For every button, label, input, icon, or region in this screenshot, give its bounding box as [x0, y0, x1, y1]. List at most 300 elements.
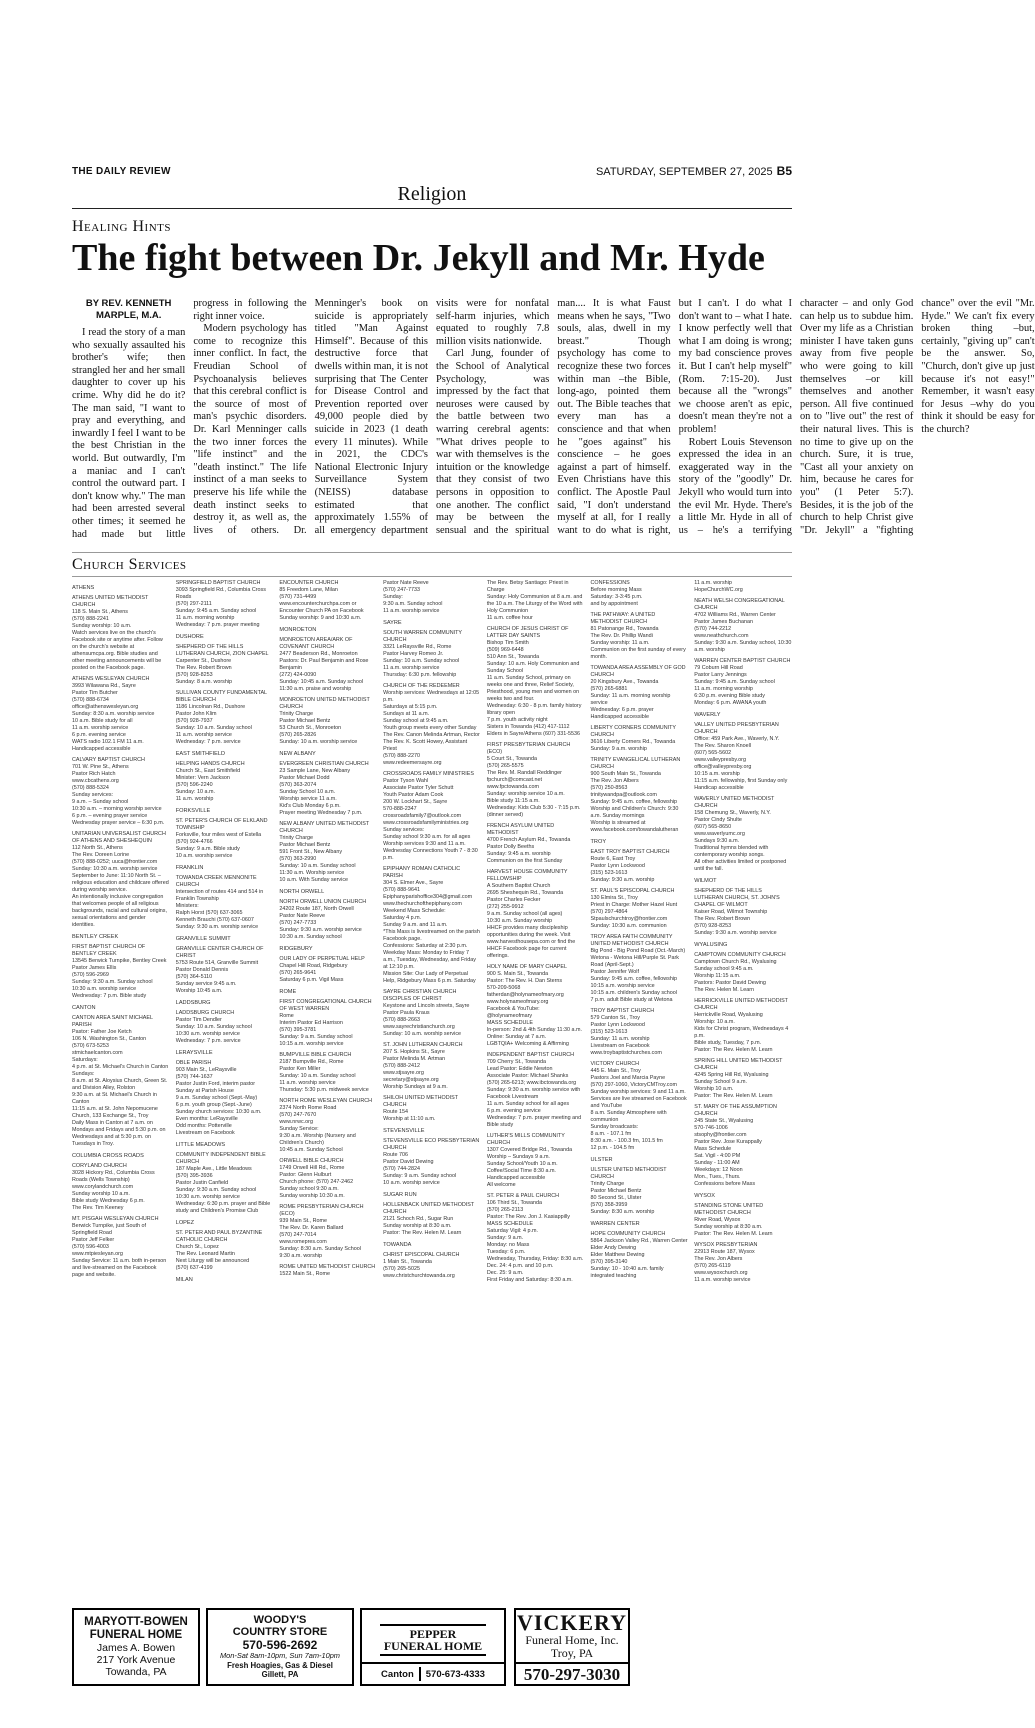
church-detail: 6 p.m. youth group (Sept.-June) — [175, 1102, 252, 1108]
church-detail: www.neathchurch.com — [694, 633, 749, 639]
church-detail: Livestream on Facebook — [175, 1130, 235, 1136]
church-detail: Saturday: 3-3:45 p.m. — [590, 594, 643, 600]
church-detail: Sunday worship services: 9 and 11 a.m. — [590, 1089, 686, 1095]
town-heading: WILMOT — [694, 878, 717, 884]
church-detail: 2187 Bumpville Rd., Rome — [279, 1059, 344, 1065]
ad-name: COUNTRY STORE — [232, 1626, 328, 1638]
ad-tagline: Funeral Home, Inc. — [525, 1633, 619, 1647]
ad-phone: 570-297-3030 — [516, 1662, 628, 1686]
church-detail: (570) 363-2990 — [279, 856, 317, 862]
church-detail: Worship services: Wednesdays at 12:05 p.m. — [383, 690, 480, 703]
church-detail: Before morning Mass — [590, 587, 642, 593]
town-heading: FORKSVILLE — [175, 808, 211, 814]
church-detail: Sunday worship: 11 a.m. — [590, 640, 650, 646]
church-detail: Sunday worship at 8:30 a.m. — [383, 1223, 452, 1229]
church-detail: Priest in Charge: Mother Hazel Hunt — [590, 902, 678, 908]
church-detail: Sunday: 10 a.m. — [175, 789, 215, 795]
ad-name — [380, 1624, 486, 1656]
ad-city: Troy, PA — [550, 1646, 594, 1660]
church-name: ROME PRESBYTERIAN CHURCH (ECO) — [279, 1204, 364, 1217]
church-detail: Saturday Vigil: 4 p.m. — [486, 1228, 538, 1234]
church-listing — [383, 771, 481, 862]
church-detail: Sunday: 10 a.m. Sunday school — [175, 725, 252, 731]
church-detail: Sunday worship: 10 a.m. — [72, 623, 132, 629]
church-detail: Pastor James Buchanan — [694, 619, 753, 625]
church-detail: Elder Matthew Dewing — [590, 1252, 645, 1258]
church-detail: Wednesday: 6 p.m. prayer — [590, 707, 654, 713]
ad-pepper[interactable] — [360, 1608, 506, 1686]
church-detail: 22913 Route 187, Wysox — [694, 1249, 755, 1255]
church-detail: 8 a.m. Sunday Atmosphere with communion — [590, 1110, 667, 1123]
church-name: ST. MARY OF THE ASSUMPTION CHURCH — [694, 1104, 777, 1117]
church-name: SPRINGFIELD BAPTIST CHURCH — [175, 580, 261, 586]
page-number: B5 — [776, 164, 792, 178]
church-name: HELPING HANDS CHURCH — [175, 761, 245, 767]
church-detail: 579 Canton St., Troy — [590, 1015, 640, 1021]
church-detail: Next Liturgy will be announced — [175, 1258, 250, 1264]
church-name: CANTON AREA SAINT MICHAEL PARISH — [72, 1015, 153, 1028]
church-name: CALVARY BAPTIST CHURCH — [72, 757, 145, 763]
church-detail: 570-746-1006 — [694, 1125, 728, 1131]
church-detail: Bishop Tim Smith — [486, 640, 529, 646]
church-name: NEATH WELSH CONGREGATIONAL CHURCH — [694, 598, 785, 611]
church-detail: MASS SCHEDULE — [486, 1221, 533, 1227]
church-detail: Saturday 4 p.m. — [383, 915, 422, 921]
ad-person: James A. Bowen — [96, 1642, 176, 1654]
church-detail: www.encounterchurchpa.com or Encounter Church PA on Facebook — [279, 601, 364, 614]
church-detail: Wednesday, Thursday, Friday: 8:30 a.m. — [486, 1256, 584, 1262]
church-detail: Youth Pastor Adam Cook — [383, 792, 444, 798]
church-listing — [487, 742, 585, 819]
church-name: SAYRE CHRISTIAN CHURCH DISCIPLES OF CHRIST — [383, 989, 457, 1002]
church-detail: (570) 673-5253 — [72, 1043, 109, 1049]
church-detail: 10:15 a.m. worship service — [279, 1041, 344, 1047]
ad-logo-area — [362, 1610, 504, 1662]
church-detail: Worship 10 a.m. — [694, 1086, 734, 1092]
church-detail: Watch services live on the church's Facebook site or anytime after. Follow on the church's website at athensumcpa.org. Bible studies and other meeting announcements will be posted on the Facebook page. — [72, 630, 163, 671]
church-detail: (570) 888-2663 — [383, 1017, 420, 1023]
church-listing — [383, 1138, 481, 1187]
church-detail: Pastor Tim Dendler — [175, 1017, 222, 1023]
church-detail: Sunday school 9:45 a.m. — [694, 966, 754, 972]
town-heading: MILAN — [175, 1277, 193, 1283]
church-detail: Pastor Rev. Jose Kurappally — [694, 1139, 762, 1145]
church-detail: Sunday: 9:30 a.m. Sunday school — [175, 1187, 257, 1193]
church-detail: 23 Sample Lane, New Albany — [279, 768, 351, 774]
church-detail: 1 Main St., Towanda — [383, 1259, 432, 1265]
church-detail: 10:15 a.m. children's Sunday school — [590, 990, 677, 996]
church-detail: fpchurch@comcast.net — [486, 777, 543, 783]
church-detail: Forksville, four miles west of Estella — [175, 832, 262, 838]
church-name: COMMUNITY INDEPENDENT BIBLE CHURCH — [175, 1152, 266, 1165]
church-detail: 13545 Berwick Turnpike, Bentley Creek — [72, 958, 167, 964]
church-detail: Sunday: 10:30 a.m. worship service — [72, 866, 158, 872]
church-detail: Sunday: 8:30 a.m. worship service — [72, 711, 155, 717]
church-detail: Ministers: — [175, 903, 199, 909]
church-detail: Pastor: The Rev. Jon J. Kasiappilly — [486, 1214, 570, 1220]
church-listing — [72, 944, 170, 1000]
church-detail: Thursday: 6:30 p.m. fellowship — [383, 672, 457, 678]
church-detail: Sunday: 10 a.m. worship service — [383, 1031, 462, 1037]
church-detail: Sunday: 9:30 a.m. worship — [590, 877, 655, 883]
church-detail: Pastor: Father Joe Ketch — [72, 1029, 132, 1035]
church-listing — [591, 1167, 689, 1216]
church-listing — [487, 964, 585, 1048]
church-detail: (570) 363-2074 — [279, 782, 317, 788]
church-detail: (570) 928-8253 — [694, 923, 732, 929]
church-detail: Coffee/Social Time 8:30 a.m. — [486, 1168, 556, 1174]
church-detail: fatherdan@holynameofmary.org — [486, 992, 564, 998]
church-detail: Sunday: 9:45 a.m. worship — [486, 851, 551, 857]
church-detail: Online: Sunday at 7 a.m. — [486, 1034, 547, 1040]
church-detail: Kenneth Brauchi (570) 637-0607 — [175, 917, 254, 923]
church-name: UNITARIAN UNIVERSALIST CHURCH OF ATHENS AND SHESHEQUIN — [72, 831, 166, 844]
church-detail: (570) 395-3781 — [279, 1027, 317, 1033]
church-detail: (570) 744-1637 — [175, 1074, 213, 1080]
church-listing — [176, 644, 274, 686]
church-name: SHILOH UNITED METHODIST CHURCH — [383, 1095, 458, 1108]
church-name: ATHENS WESLEYAN CHURCH — [72, 676, 150, 682]
church-name: SHEPHERD OF THE HILLS LUTHERAN CHURCH, ZION CHAPEL — [175, 644, 269, 657]
church-name: TOWANDA AREA ASSEMBLY OF GOD CHURCH — [590, 665, 686, 678]
church-detail: All other activities limited or postponed until the fall. — [694, 859, 787, 872]
church-detail: 130 Elmira St., Troy — [590, 895, 638, 901]
church-name: HARVEST HOUSE COMMUNITY FELLOWSHIP — [486, 869, 568, 882]
church-name: FRENCH ASYLUM UNITED METHODIST — [486, 823, 555, 836]
ad-address: 217 York Avenue — [96, 1654, 176, 1666]
church-detail: 3321 LeRaysville Rd., Rome — [383, 644, 452, 650]
church-detail: Pastor Jennifer Wolf — [590, 969, 639, 975]
church-detail: Worship services 9:30 and 11 a.m. — [383, 841, 466, 847]
church-detail: 11 a.m. worship — [175, 796, 214, 802]
church-listing — [72, 1163, 170, 1212]
church-listing — [279, 999, 377, 1048]
church-name: OUR LADY OF PERPETUAL HELP — [279, 956, 365, 962]
church-detail: (607) 565-8650 — [694, 824, 732, 830]
church-detail: Sunday: 9 a.m. Sunday school — [383, 1173, 457, 1179]
byline: BY REV. KENNETH MARPLE, M.A. — [85, 298, 172, 321]
church-name: TROY AREA FAITH COMMUNITY UNITED METHODIST CHURCH — [590, 934, 673, 947]
church-detail: 81 Patonange Rd., Towanda — [590, 626, 659, 632]
church-detail: Sunday worship 10:30 a.m. — [279, 1193, 345, 1199]
church-detail: 11 a.m. worship service — [279, 1080, 336, 1086]
church-detail: WATS radio 102.1 FM 11 a.m. — [72, 739, 144, 745]
town-heading: SUGAR RUN — [383, 1192, 417, 1198]
church-detail: 7 p.m. adult Bible study at Wetona — [590, 997, 673, 1003]
church-detail: www.troybaptistchurches.com — [590, 1050, 662, 1056]
church-detail: 11:15 a.m. at St. John Nepomucene Church, 133 Exchange St., Troy — [72, 1106, 158, 1119]
town-heading: WYALUSING — [694, 942, 728, 948]
church-detail: Sunday school at 9:45 a.m. — [383, 718, 449, 724]
town-heading: BENTLEY CREEK — [72, 934, 119, 940]
church-listing — [591, 934, 689, 1004]
church-detail: 1186 Lincolnan Rd., Dushore — [175, 704, 246, 710]
church-detail: 939 Main St., Rome — [279, 1218, 328, 1224]
church-detail: (570) 297-4864 — [590, 909, 628, 915]
ad-phone: 570-673-4333 — [425, 1669, 485, 1680]
church-listing — [694, 1242, 792, 1284]
church-detail: Worship: 10 a.m. — [694, 1019, 735, 1025]
church-detail: Wednesday: 7 p.m. prayer meeting — [175, 622, 260, 628]
church-name: THE PATHWAY: A UNITED METHODIST CHURCH — [590, 612, 656, 625]
church-detail: 4700 French Asylum Rd., Towanda — [486, 837, 571, 843]
church-name: TROY BAPTIST CHURCH — [590, 1008, 655, 1014]
church-name: VICTORY CHURCH — [590, 1061, 640, 1067]
church-name: CHURCH OF THE REDEEMER — [383, 683, 460, 689]
church-detail: (570) 744-2212 — [694, 626, 732, 632]
church-detail: Pastor Dolly Beeths — [486, 844, 535, 850]
church-detail: 11 a.m. morning worship — [175, 615, 235, 621]
church-detail: Route 706 — [383, 1152, 408, 1158]
church-detail: (315) 523-1613 — [590, 870, 628, 876]
church-listing — [176, 818, 274, 860]
ad-woodys[interactable] — [206, 1608, 354, 1686]
church-detail: Kids for Christ program, Wednesdays 4 p.m. — [694, 1026, 789, 1039]
church-detail: www.wysoxchurch.org — [694, 1270, 748, 1276]
church-name: NORTH ROME WESLEYAN CHURCH — [279, 1098, 373, 1104]
church-detail: (570) 247-7670 — [279, 1112, 317, 1118]
church-name: STANDING STONE UNITED METHODIST CHURCH — [694, 1203, 764, 1216]
church-name: CAMPTOWN COMMUNITY CHURCH — [694, 952, 786, 958]
church-detail: Wednesday: 7 p.m. Bible study — [72, 993, 147, 999]
church-detail: The Rev. Tim Keeney — [72, 1205, 124, 1211]
ad-maryott-bowen[interactable] — [72, 1608, 200, 1686]
church-detail: The Rev. Robert Brown — [175, 665, 232, 671]
church-detail: (570) 265-2826 — [279, 732, 317, 738]
church-detail: Church St., Lopez — [175, 1244, 219, 1250]
church-detail: Dec. 24: 4 p.m. and 10 p.m. — [486, 1263, 554, 1269]
article-paragraph: I read the story of a man who sexually assaulted his brother's wife; then strangled her and her small daughter to cover up his crime. Why did he do it? The man said, "I want to pray and everything, and inwardly I feel I want to be the best Christian in the world. But outwardly, I'm a maniac and I can't control the outward part. I don't know why." The man had been arrested several other times; it seemed he had made but little progress in following the right inner voice. — [72, 298, 307, 540]
church-listing — [487, 1052, 585, 1129]
town-heading: STEVENSVILLE — [383, 1128, 425, 1134]
church-detail: Confessions: Saturday at 2:30 p.m. — [383, 943, 468, 949]
church-detail: Elders in Sayre/Athens (607) 331-5536 — [486, 731, 581, 737]
church-detail: Sundays at 11 a.m. — [383, 711, 430, 717]
church-detail: First Friday and Saturday: 8:30 a.m. — [486, 1277, 573, 1283]
church-listing — [383, 630, 481, 679]
church-listing — [487, 626, 585, 738]
church-detail: Thursday: 5:30 p.m. midweek service — [279, 1087, 369, 1093]
town-heading: NORTH ORWELL — [279, 889, 325, 895]
church-detail: Kid's Club Monday 6 p.m. — [279, 803, 341, 809]
church-detail: Worship 10:45 a.m. — [175, 988, 223, 994]
church-name: ORWELL BIBLE CHURCH — [279, 1158, 344, 1164]
church-detail: Pastor Cindy Shulte — [694, 817, 742, 823]
church-detail: crossroadsfamily7@outlook.com — [383, 813, 462, 819]
church-detail: The Rev. M. Randall Reddinger — [486, 770, 562, 776]
church-detail: Minister: Vern Jackson — [175, 775, 230, 781]
church-name: FIRST PRESBYTERIAN CHURCH (ECO) — [486, 742, 571, 755]
church-detail: (272) 255-9912 — [486, 904, 524, 910]
church-detail: Worship Sundays at 9 a.m. — [383, 1084, 448, 1090]
church-detail: 570-209-5068 — [486, 985, 521, 991]
church-detail: The Rev. Sharon Knoell — [694, 743, 752, 749]
church-detail: 5 Court St., Towanda — [486, 756, 538, 762]
church-listing — [279, 899, 377, 941]
church-detail: www.waverlyumc.org — [694, 831, 745, 837]
church-detail: Sunday church services: 10:30 a.m. — [175, 1109, 262, 1115]
church-detail: Communion on the first Sunday — [486, 858, 563, 864]
church-detail: Intersection of routes 414 and 514 in Franklin Township — [175, 889, 264, 902]
church-name: MT. PISGAH WESLEYAN CHURCH — [72, 1216, 159, 1222]
church-detail: Pastor Lynn Lockwood — [590, 1022, 645, 1028]
church-detail: Sunday worship at 8:30 a.m. — [694, 1224, 763, 1230]
church-detail: All welcome — [486, 1182, 516, 1188]
church-detail: Pastor Larry Jennings — [694, 672, 747, 678]
church-listing — [591, 1008, 689, 1057]
church-detail: trinitywandpa@outlook.com — [590, 792, 657, 798]
church-detail: Sunday broadcasts: — [590, 1124, 639, 1130]
church-detail: Pastor Nate Reeve — [383, 580, 429, 586]
church-detail: 8 a.m. at St. Aloysius Church, Green St. and Division Alley, Rolston — [72, 1078, 168, 1091]
town-heading: LADDSBURG — [175, 1000, 211, 1006]
church-listing — [694, 722, 792, 792]
church-detail: 12 p.m. - 104.5 fm — [590, 1145, 635, 1151]
church-detail: 9:30 a.m. Worship (Nursery and Children's Church) — [279, 1133, 356, 1146]
church-listing — [591, 849, 689, 884]
church-detail: Handicapped accessible — [486, 1175, 546, 1181]
page-header — [72, 160, 792, 180]
church-detail: office@athenswesleyan.org — [72, 704, 139, 710]
church-detail: Worship service 11 a.m. — [279, 796, 337, 802]
church-detail: 1307 Covered Bridge Rd., Towanda — [486, 1147, 573, 1153]
church-detail: 10 a.m. worship service — [175, 853, 233, 859]
church-detail: Route 6, East Troy — [590, 856, 636, 862]
church-listing — [279, 697, 377, 746]
church-detail: Mon., Tues., Thurs. — [694, 1174, 741, 1180]
church-listing — [591, 665, 689, 721]
church-detail: www.sayrechristianchurch.org — [383, 1024, 455, 1030]
church-detail: (570) 924-4766 — [175, 839, 213, 845]
church-detail: Pastor Paula Kraus — [383, 1010, 430, 1016]
church-detail: Epiphanyparishoffice304@gmail.com — [383, 894, 473, 900]
church-detail: 11 a.m. worship service — [383, 608, 440, 614]
church-detail: 7 p.m. youth activity night — [486, 717, 548, 723]
church-detail: Sunday: 11 a.m. morning worship service — [590, 693, 671, 706]
church-detail: Pastor Tyson Wahl — [383, 778, 429, 784]
church-listing — [279, 956, 377, 984]
church-detail: www.christchurchtowanda.org — [383, 1273, 455, 1279]
church-detail: Sunday: 9 a.m. worship — [590, 746, 647, 752]
section-title: Religion — [397, 183, 467, 205]
church-detail: Sunday: 10 a.m. Holy Communion and Sunday School — [486, 661, 580, 674]
church-listing — [279, 1204, 377, 1260]
church-listing — [591, 888, 689, 930]
church-listing — [591, 612, 689, 661]
church-detail: (570) 265-5025 — [383, 1266, 420, 1272]
church-detail: Sunday: 9:45 a.m. Sunday school — [175, 608, 257, 614]
church-listing — [279, 761, 377, 817]
church-listing — [383, 1202, 481, 1237]
church-detail: 10:15 a.m. worship — [694, 771, 740, 777]
church-detail: Wednesday: 6:30 - 8 p.m. family history library open — [486, 703, 582, 716]
church-detail: (570) 395-3140 — [590, 1259, 628, 1265]
church-detail: 900 South Main St., Towanda — [590, 771, 661, 777]
church-detail: 245 State St., Wyalusing — [694, 1118, 754, 1124]
church-detail: Associate Pastor Tyler Schutt — [383, 785, 454, 791]
divider — [72, 552, 792, 553]
church-detail: Monday: no Mass — [486, 1242, 530, 1248]
church-detail: Interim Pastor Ed Harrison — [279, 1020, 343, 1026]
article-paragraph: Modern psychology has come to recognize this inner conflict. In fact, the Freudian School of Psychoanalysis believes that this cerebral conflict is the source of most of man's psychic disorders. Dr. Karl Menninger calls the two inner forces the "life instinct" and the "death instinct." The life instinct of a man seeks to preserve his life while the death instinct seeks to destroy it, as well as, the lives of others. Dr. Menninger's book on suicide is appropriately titled "Man Against Himself". Because of this destructive force that dwells within man, it is not surprising that The Center for Disease Control and Prevention reported over 49,000 people died by suicide in 2023 (1 death every 11 minutes). While in 2021, the CDC's National Electronic Injury Surveillance System (NEISS) database estimated that approximately 1.55% of all emergency department visits were for nonfatal self-harm injuries, which equated to roughly 7.8 million visits nationwide. — [193, 298, 550, 536]
church-listing — [176, 875, 274, 931]
church-detail: Facebook & YouTube: @holynameofmary — [486, 1006, 540, 1019]
church-detail: 112 North St., Athens — [72, 845, 123, 851]
church-detail: 709 Cherry St., Towanda — [486, 1059, 547, 1065]
church-detail: www.mtpiesleyan.org — [72, 1251, 123, 1257]
church-listing — [279, 1098, 377, 1154]
church-detail: Handicapped accessible — [72, 746, 131, 752]
church-detail: 6 p.m. – evening prayer service — [72, 813, 148, 819]
church-services-title: Church Services — [72, 556, 187, 573]
church-detail: Saturday 6 p.m. Vigil Mass — [279, 977, 344, 983]
church-detail: (570) 731-4499 — [279, 594, 317, 600]
church-detail: 8:30 a.m. - 100.3 fm, 101.5 fm — [590, 1138, 663, 1144]
church-listing — [487, 869, 585, 960]
church-detail: Sunday: 10 a.m. Sunday school — [175, 1024, 252, 1030]
church-listing — [487, 1133, 585, 1189]
church-detail: Sunday at Parish House — [175, 1088, 234, 1094]
separator — [419, 1667, 421, 1681]
church-detail: Worship at 11:10 a.m. — [383, 1116, 436, 1122]
church-detail: Sunday: 10 a.m. Sunday school — [279, 863, 356, 869]
church-detail: 304 S. Elmer Ave., Sayre — [383, 880, 444, 886]
church-detail: Berwick Turnpike, just South of Springfield Road — [72, 1223, 147, 1236]
church-detail: 9:30 a.m. Sunday school — [383, 601, 443, 607]
church-name: HERRICKVILLE UNITED METHODIST CHURCH — [694, 998, 788, 1011]
church-detail: Sunday: 8:30 a.m. Sunday School — [279, 1246, 361, 1252]
church-name: HOPE COMMUNITY CHURCH — [590, 1231, 666, 1237]
church-detail: 2374 North Rome Road — [279, 1105, 337, 1111]
church-name: ST. PETER AND PAUL BYZANTINE CATHOLIC CHURCH — [175, 1230, 263, 1243]
church-detail: 445 E. Main St., Troy — [590, 1068, 641, 1074]
church-name: CROSSROADS FAMILY MINISTRIES — [383, 771, 474, 777]
ad-offerings: Fresh Hoagies, Gas & Diesel — [227, 1660, 333, 1670]
church-detail: Route 154 — [383, 1109, 408, 1115]
church-detail: 3028 Hickory Rd., Columbia Cross Roads (Wells Township) — [72, 1170, 155, 1183]
church-listing — [176, 580, 274, 629]
church-detail: The Rev. Jon Albers — [694, 1256, 743, 1262]
town-heading: LERAYSVILLE — [175, 1050, 213, 1056]
church-detail: Pastor Tim Butcher — [72, 690, 118, 696]
church-listing — [694, 1203, 792, 1238]
church-detail: Pastor Michael Bentz — [279, 842, 331, 848]
church-name: SHEPHERD OF THE HILLS LUTHERAN CHURCH, ST. JOHN'S CHAPEL OF WILMOT — [694, 888, 780, 908]
church-detail: Pastor Lynn Lockwood — [590, 863, 645, 869]
church-detail: Sunday: 10:45 a.m. Sunday school — [279, 679, 364, 685]
church-name: ST. PETER & PAUL CHURCH — [486, 1193, 559, 1199]
church-detail: In-person: 2nd & 4th Sunday 11:30 a.m. — [486, 1027, 583, 1033]
church-name: SOUTH WARREN COMMUNITY CHURCH — [383, 630, 462, 643]
church-detail: 10:30 a.m. worship service — [175, 1194, 240, 1200]
ad-vickery[interactable] — [514, 1608, 630, 1686]
church-name: FIRST BAPTIST CHURCH OF BENTLEY CREEK — [72, 944, 146, 957]
church-detail: (315) 523-1613 — [590, 1029, 628, 1035]
church-detail: Sunday School 9 a.m. — [694, 1079, 747, 1085]
church-detail: Sunday: 9 a.m. — [486, 1235, 524, 1241]
church-detail: Pastor Nate Reeve — [279, 913, 325, 919]
church-detail: Sat. Vigil - 4:00 PM — [694, 1153, 741, 1159]
church-detail: Pastor: The Rev. Helen M. Learn — [694, 1093, 773, 1099]
church-name: ROME UNITED METHODIST CHURCH — [279, 1264, 376, 1270]
church-detail: 1749 Orwell Hill Rd., Rome — [279, 1165, 345, 1171]
church-detail: 9:30 a.m. at St. Michael's Church in Canton — [72, 1092, 157, 1105]
church-detail: Carpenter St., Dushore — [175, 658, 232, 664]
church-detail: Sunday: 9:45 a.m. Sunday school — [694, 679, 775, 685]
church-listing — [383, 683, 481, 767]
church-detail: 11:30 a.m. Worship service — [279, 870, 345, 876]
church-detail: 2477 Beaderson Rd., Monroeton — [279, 651, 358, 657]
